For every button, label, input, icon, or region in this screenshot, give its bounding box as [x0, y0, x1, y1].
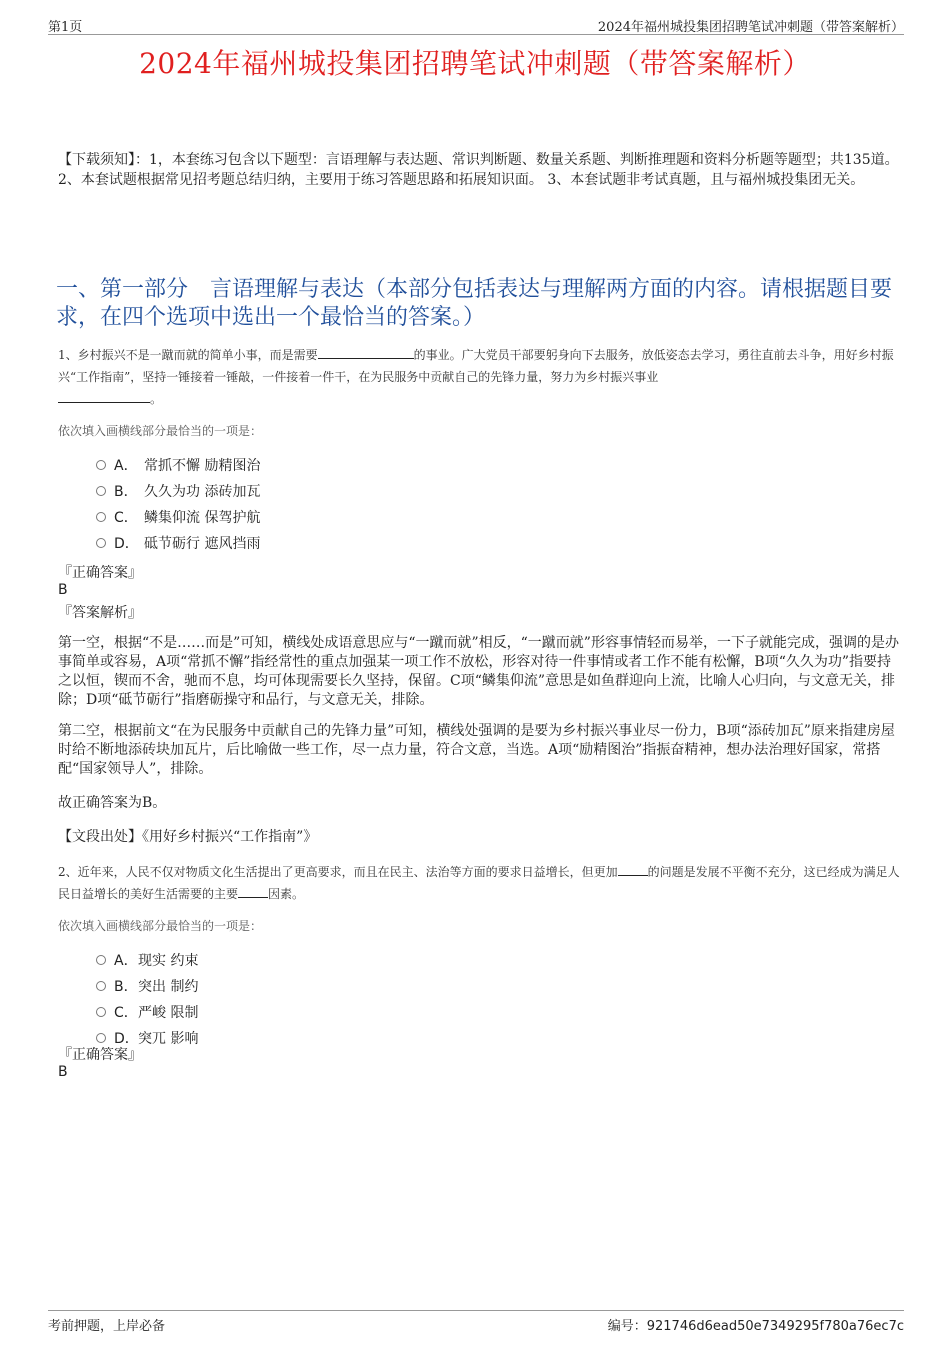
question-2-blank-2: [238, 883, 268, 898]
document-title: 2024年福州城投集团招聘笔试冲刺题（带答案解析）: [139, 47, 811, 80]
footer-code-value: 921746d6ead50e7349295f780a76ec7c: [646, 1319, 904, 1334]
page-header: [48, 14, 904, 35]
question-2-answer-label: 『正确答案』: [58, 1047, 142, 1063]
question-2-option-a[interactable]: [96, 951, 198, 971]
option-text: 砥节砺行 遮风挡雨: [144, 536, 261, 552]
question-2-text-part-c: 因素。: [268, 887, 305, 901]
radio-icon[interactable]: [96, 1033, 106, 1043]
footer-code-label: 编号：: [607, 1319, 647, 1334]
radio-icon[interactable]: [96, 538, 106, 548]
question-2-option-b[interactable]: [96, 977, 198, 997]
question-1-option-d[interactable]: [96, 534, 260, 554]
radio-icon[interactable]: [96, 512, 106, 522]
question-1-text-part-a: 1、乡村振兴不是一蹴而就的简单小事，而是需要: [58, 348, 318, 362]
question-1-option-b[interactable]: [96, 482, 260, 502]
question-1-option-a[interactable]: [96, 456, 260, 476]
question-2-text-part-a: 2、近年来，人民不仅对物质文化生活提出了更高要求，而且在民主、法治等方面的要求日益增长，但更加: [58, 865, 618, 879]
option-letter: A．: [114, 458, 138, 474]
question-2-instruction: 依次填入画横线部分最恰当的一项是：: [58, 919, 263, 933]
option-text: 突出 制约: [138, 979, 199, 995]
question-1-analysis-label: 『答案解析』: [58, 605, 142, 621]
question-1-text-part-b: 的事业。广大党员干部要躬身向下去服务，放低姿态去学习，勇往直前去斗争，用好乡村振兴“工作指南”，坚持一锤接着一锤敲，一件接着一件干，在为民服务中贡献自己的先锋力量，努力为乡村振兴事业: [58, 348, 894, 384]
question-2-blank-1: [618, 861, 648, 876]
question-1-option-c[interactable]: [96, 508, 260, 528]
option-text: 常抓不懈 励精图治: [144, 458, 261, 474]
footer-code: [608, 1315, 904, 1334]
option-text: 鳞集仰流 保驾护航: [144, 510, 261, 526]
option-letter: D．: [114, 536, 139, 552]
question-1-text-part-c: 。: [150, 392, 163, 406]
question-2-answer: B: [58, 1064, 68, 1080]
option-letter: D．: [114, 1031, 139, 1047]
question-2-text: [58, 861, 900, 905]
question-1-answer-label: 『正确答案』: [58, 565, 142, 581]
question-1-instruction: 依次填入画横线部分最恰当的一项是：: [58, 424, 263, 438]
footer-slogan: 考前押题，上岸必备: [48, 1319, 166, 1334]
option-letter: B．: [114, 979, 138, 995]
page-number: 第1页: [48, 20, 83, 35]
radio-icon[interactable]: [96, 1007, 106, 1017]
question-1-source: 【文段出处】《用好乡村振兴“工作指南”》: [58, 829, 318, 845]
question-1-analysis-paragraph-2: 第二空，根据前文“在为民服务中贡献自己的先锋力量”可知，横线处强调的是要为乡村振兴事业尽一份力，B项“添砖加瓦”原来指建房屋时给不断地添砖块加瓦片，后比喻做一些工作，尽一点力量，符合文意，当选。A项“励精图治”指振奋精神，想办法治理好国家，常搭配“国家领导人”，排除。: [58, 723, 895, 777]
option-text: 现实 约束: [138, 953, 199, 969]
radio-icon[interactable]: [96, 460, 106, 470]
option-letter: C．: [114, 1005, 138, 1021]
question-1-text: [58, 344, 900, 410]
page-footer: [48, 1310, 904, 1337]
question-2-option-c[interactable]: [96, 1003, 198, 1023]
option-letter: C．: [114, 510, 138, 526]
radio-icon[interactable]: [96, 955, 106, 965]
question-1-answer: B: [58, 582, 68, 598]
question-1-conclusion: 故正确答案为B。: [58, 795, 167, 811]
option-letter: B．: [114, 484, 138, 500]
option-text: 严峻 限制: [138, 1005, 199, 1021]
option-text: 久久为功 添砖加瓦: [144, 484, 261, 500]
section-title: 一、第一部分 言语理解与表达（本部分包括表达与理解两方面的内容。请根据题目要求，在四个选项中选出一个最恰当的答案。）: [56, 277, 893, 330]
download-notice: 【下载须知】：1，本套练习包含以下题型：言语理解与表达题、常识判断题、数量关系题、判断推理题和资料分析题等题型；共135道。 2、本套试题根据常见招考题总结归纳，主要用于练习答题思路和拓展知识面。 3、本套试题非考试真题，且与福州城投集团无关。: [58, 152, 899, 188]
option-letter: A．: [114, 953, 138, 969]
question-1-blank-1: [318, 344, 414, 359]
question-2-text-part-b: 的问题是发展不平衡不充分，这已经成为满足人民日益增长的美好生活需要的主要: [58, 865, 900, 901]
question-1-analysis-paragraph-1: 第一空，根据“不是……而是”可知，横线处成语意思应与“一蹴而就”相反，“一蹴而就”形容事情轻而易举，一下子就能完成，强调的是办事简单或容易，A项“常抓不懈”指经常性的重点加强某一项工作不放松，形容对待一件事情或者工作不能有松懈，B项“久久为功”指要持之以恒，锲而不舍，驰而不息，均可体现需要长久坚持，保留。C项“鳞集仰流”意思是如鱼群迎向上流，比喻人心归向，与文意无关，排除；D项“砥节砺行”指磨砺操守和品行，与文意无关，排除。: [58, 635, 899, 708]
radio-icon[interactable]: [96, 981, 106, 991]
header-doc-title: 2024年福州城投集团招聘笔试冲刺题（带答案解析）: [597, 20, 904, 35]
question-1-blank-2: [58, 388, 150, 403]
radio-icon[interactable]: [96, 486, 106, 496]
option-text: 突兀 影响: [138, 1031, 199, 1047]
